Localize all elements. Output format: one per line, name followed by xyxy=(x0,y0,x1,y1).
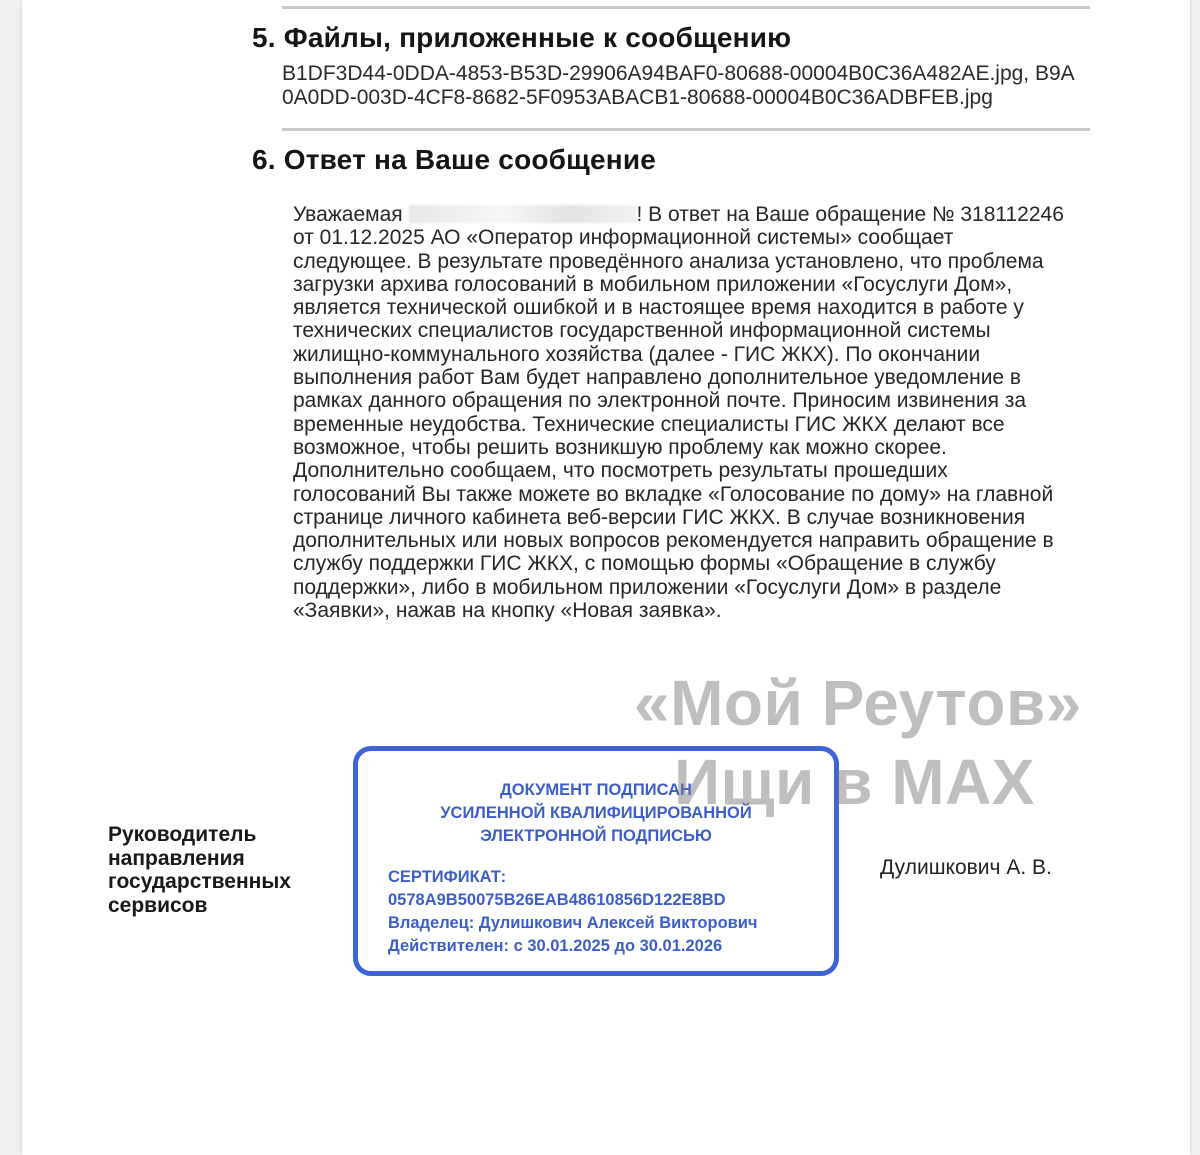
redacted-name xyxy=(409,205,637,223)
section-6-heading: 6. Ответ на Ваше сообщение xyxy=(252,144,657,175)
stamp-cert-number: 0578A9B50075B26EAB48610856D122E8BD xyxy=(388,891,726,909)
stamp-validity: Действителен: с 30.01.2025 до 30.01.2026 xyxy=(388,937,723,955)
section-divider xyxy=(282,128,1090,131)
top-divider xyxy=(282,6,1090,9)
stamp-owner: Владелец: Дулишкович Алексей Викторович xyxy=(388,914,758,932)
stamp-cert-label: СЕРТИФИКАТ: xyxy=(388,868,507,886)
section-5-heading: 5. Файлы, приложенные к сообщению xyxy=(252,22,792,53)
stamp-line-1: ДОКУМЕНТ ПОДПИСАН xyxy=(500,781,692,799)
reply-body: ! В ответ на Ваше обращение № 318112246 от 01.12.2025 АО «Оператор информационной системы» сообщает следующее. В результате проведённого анализа установлено, что проблема загрузки архива голосований в мобильном приложении «Госуслуги Дом», является технической ошибкой и в настоящее время находится в работе у технических специалистов государственной информационной системы жилищно-коммунального хозяйства (далее - ГИС ЖКХ). По окончании выполнения работ Вам будет направлено дополнительное уведомление в рамках данного обращения по электронной почте. Приносим извинения за временные неудобства. Технические специалисты ГИС ЖКХ делают все возможное, чтобы решить возникшую проблему как можно скорее. Дополнительно сообщаем, что посмотреть результаты прошедших голосований Вы также можете во вкладке «Голосование по дому» на главной странице личного кабинета веб-версии ГИС ЖКХ. В случае возникновения дополнительных или новых вопросов рекомендуется направить обращение в службу поддержки ГИС ЖКХ, с помощью формы «Обращение в службу поддержки», либо в мобильном приложении «Госуслуги Дом» в разделе «Заявки», нажав на кнопку «Новая заявка». xyxy=(293,203,1064,623)
watermark-line-2: Ищи в MAX xyxy=(674,746,1035,818)
signer-position: Руководитель направления государственных сервисов xyxy=(108,823,291,917)
signer-name: Дулишкович А. В. xyxy=(880,856,1052,879)
stamp-line-3: ЭЛЕКТРОННОЙ ПОДПИСЬЮ xyxy=(480,827,712,845)
reply-text xyxy=(293,203,1073,622)
attached-files-list: B1DF3D44-0DDA-4853-B53D-29906A94BAF0-80688-00004B0C36A482AE.jpg, B9A0A0DD-003D-4CF8-8682-5F0953ABACB1-80688-00004B0C36ADBFEB.jpg xyxy=(282,62,1075,109)
stamp-line-2: УСИЛЕННОЙ КВАЛИФИЦИРОВАННОЙ xyxy=(440,804,752,822)
greeting-prefix: Уважаемая xyxy=(293,203,403,226)
watermark-line-1: «Мой Реутов» xyxy=(634,667,1082,739)
